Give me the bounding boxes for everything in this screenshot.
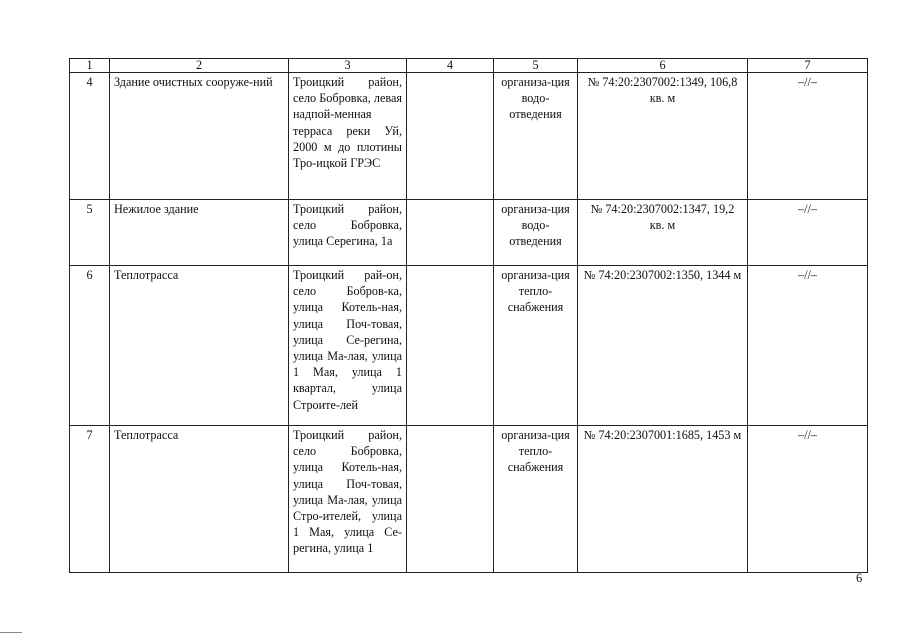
object-name: Здание очистных сооруже-ний xyxy=(110,73,289,200)
object-address: Троицкий район, село Бобровка, улица Котель-ная, улица Поч-товая, улица Ма-лая, улица Стро-ителей, улица 1 Мая, улица Се-регина, улица 1 xyxy=(289,426,407,573)
object-name: Теплотрасса xyxy=(110,426,289,573)
holder-organization: организа-ция водо-отведения xyxy=(494,73,578,200)
column-number-7: 7 xyxy=(748,59,868,73)
object-name: Теплотрасса xyxy=(110,266,289,426)
table-row xyxy=(70,73,868,200)
object-address: Троицкий рай-он, село Бобров-ка, улица Котель-ная, улица Поч-товая, улица Се-регина, улица Ма-лая, улица 1 Мая, улица 1 квартал, улица Строите-лей xyxy=(289,266,407,426)
column-number-1: 1 xyxy=(70,59,110,73)
column-number-3: 3 xyxy=(289,59,407,73)
object-name: Нежилое здание xyxy=(110,200,289,266)
scan-edge-mark xyxy=(0,632,22,633)
table-row xyxy=(70,426,868,573)
row-number: 6 xyxy=(70,266,110,426)
page-number: 6 xyxy=(856,571,863,585)
ditto-mark: –//– xyxy=(748,200,868,266)
holder-organization: организа-ция водо-отведения xyxy=(494,200,578,266)
row-number: 5 xyxy=(70,200,110,266)
holder-organization: организа-ция тепло-снабжения xyxy=(494,266,578,426)
ditto-mark: –//– xyxy=(748,266,868,426)
object-address: Троицкий район, село Бобровка, улица Серегина, 1а xyxy=(289,200,407,266)
cadastral-info: № 74:20:2307002:1349, 106,8 кв. м xyxy=(578,73,748,200)
empty-cell xyxy=(407,266,494,426)
column-number-6: 6 xyxy=(578,59,748,73)
table-header-row xyxy=(70,59,868,73)
cadastral-info: № 74:20:2307001:1685, 1453 м xyxy=(578,426,748,573)
row-number: 7 xyxy=(70,426,110,573)
empty-cell xyxy=(407,73,494,200)
cadastral-info: № 74:20:2307002:1350, 1344 м xyxy=(578,266,748,426)
table-row xyxy=(70,200,868,266)
cadastral-info: № 74:20:2307002:1347, 19,2 кв. м xyxy=(578,200,748,266)
registry-table xyxy=(69,58,868,573)
object-address: Троицкий район, село Бобровка, левая надпой-менная терраса реки Уй, 2000 м до плотины Тро-ицкой ГРЭС xyxy=(289,73,407,200)
column-number-2: 2 xyxy=(110,59,289,73)
row-number: 4 xyxy=(70,73,110,200)
ditto-mark: –//– xyxy=(748,426,868,573)
column-number-5: 5 xyxy=(494,59,578,73)
column-number-4: 4 xyxy=(407,59,494,73)
empty-cell xyxy=(407,426,494,573)
table-row xyxy=(70,266,868,426)
empty-cell xyxy=(407,200,494,266)
ditto-mark: –//– xyxy=(748,73,868,200)
holder-organization: организа-ция тепло-снабжения xyxy=(494,426,578,573)
